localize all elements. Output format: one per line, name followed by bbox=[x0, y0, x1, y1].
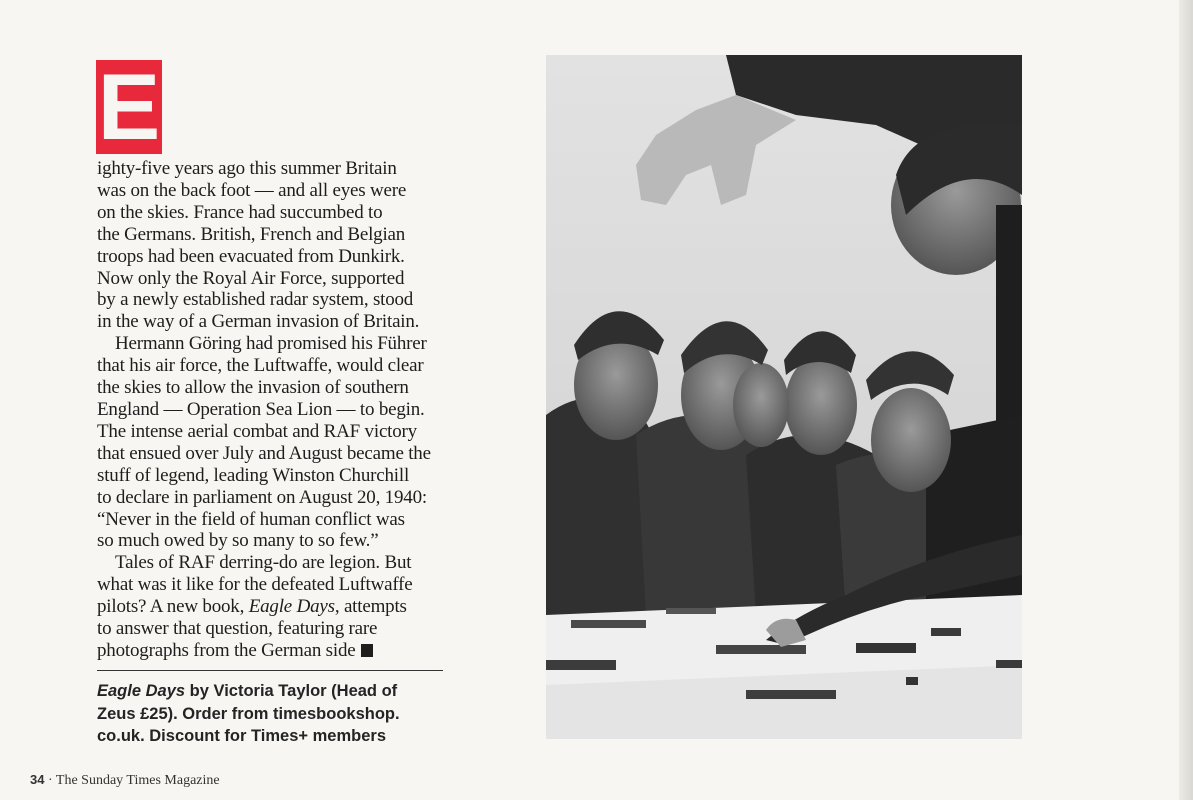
book-info-author: by Victoria Taylor (Head of bbox=[185, 682, 398, 700]
body-line-with-title bbox=[97, 596, 457, 618]
end-mark-icon bbox=[361, 644, 373, 657]
book-info-line bbox=[97, 680, 457, 703]
divider-rule bbox=[97, 670, 443, 671]
body-line-final bbox=[97, 640, 457, 662]
body-line-text: photographs from the German side bbox=[97, 639, 356, 661]
body-line: stuff of legend, leading Winston Churchill bbox=[97, 464, 410, 486]
body-line: to declare in parliament on August 20, 1940: bbox=[97, 486, 427, 508]
body-line: troops had been evacuated from Dunkirk. bbox=[97, 245, 405, 267]
body-line: that ensued over July and August became the bbox=[97, 442, 431, 464]
body-line: The intense aerial combat and RAF victory bbox=[97, 420, 417, 442]
book-info-title: Eagle Days bbox=[97, 682, 186, 700]
body-line: England — Operation Sea Lion — to begin. bbox=[97, 398, 425, 420]
page-number: 34 bbox=[30, 772, 45, 787]
folio bbox=[30, 772, 220, 789]
drop-cap: E bbox=[97, 60, 161, 154]
article-body bbox=[97, 158, 457, 662]
body-line-tail: , attempts bbox=[334, 596, 407, 618]
book-title-inline: Eagle Days bbox=[248, 596, 335, 618]
body-line: to answer that question, featuring rare bbox=[97, 618, 378, 640]
body-line: on the skies. France had succumbed to bbox=[97, 201, 383, 223]
photo-airmen-model-ships bbox=[546, 55, 1022, 739]
body-line: “Never in the field of human conflict was bbox=[97, 508, 405, 530]
book-info-line: Zeus £25). Order from timesbookshop. bbox=[97, 704, 400, 723]
body-line: by a newly established radar system, stood bbox=[97, 289, 414, 311]
body-line: was on the back foot — and all eyes were bbox=[97, 179, 407, 201]
photo-illustration bbox=[546, 55, 1022, 739]
body-line: the skies to allow the invasion of southern bbox=[97, 377, 409, 399]
body-line-text: pilots? A new book, bbox=[97, 596, 245, 618]
body-line: Tales of RAF derring-do are legion. But bbox=[115, 552, 412, 574]
publication-name: The Sunday Times Magazine bbox=[55, 773, 220, 788]
body-line: in the way of a German invasion of Britain. bbox=[97, 311, 420, 333]
body-line: that his air force, the Luftwaffe, would clear bbox=[97, 355, 424, 377]
body-line: Hermann Göring had promised his Führer bbox=[115, 333, 427, 355]
body-line: so much owed by so many to so few.” bbox=[97, 530, 379, 552]
book-info-line: co.uk. Discount for Times+ members bbox=[97, 727, 386, 745]
body-line: the Germans. British, French and Belgian bbox=[97, 223, 406, 245]
folio-separator: · bbox=[44, 773, 56, 788]
body-line: ighty-five years ago this summer Britain bbox=[97, 158, 397, 179]
body-line: what was it like for the defeated Luftwaffe bbox=[97, 574, 413, 596]
book-info bbox=[97, 680, 457, 748]
body-line: Now only the Royal Air Force, supported bbox=[97, 267, 405, 289]
page-edge bbox=[1179, 0, 1193, 800]
